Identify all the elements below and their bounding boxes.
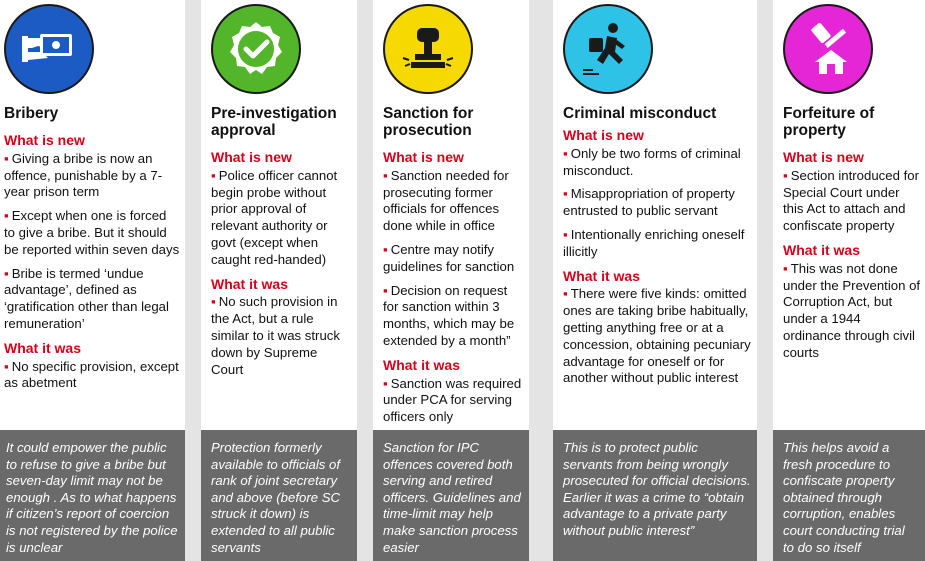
list-item: ▪ Giving a bribe is now an offence, punishable by a 7-year prison term — [4, 150, 163, 200]
list-item: ▪ No specific provision, except as abetment — [4, 358, 179, 391]
section-heading-was: What it was — [4, 339, 82, 356]
checkmark-badge-icon — [211, 4, 301, 94]
list-item: ▪ Section introduced for Special Court under this Act to attach and confiscate property — [783, 167, 919, 234]
column-body — [4, 132, 181, 399]
column-note: Protection formerly available to officials of rank of joint secretary and above (before SC struck it down) is extended to all public servants — [201, 430, 357, 561]
section-heading-new: What is new — [4, 132, 85, 148]
section-heading-new: What is new — [211, 149, 292, 165]
list-item: ▪ Sanction was required under PCA for serving officers only — [383, 375, 522, 425]
column-note: This is to protect public servants from being wrongly prosecuted for official decisions. Earlier it was a crime to “obtain advantage to a private party without public interest” — [553, 430, 757, 561]
list-item: ▪ Centre may notify guidelines for sanction — [383, 241, 515, 274]
column-title: Criminal misconduct — [563, 105, 717, 122]
bribe-hand-money-icon — [4, 4, 94, 94]
section-heading-was: What it was — [783, 241, 861, 258]
column-title: Sanction for prosecution — [383, 105, 474, 139]
column-title: Forfeiture of property — [783, 105, 875, 139]
column-bribery — [0, 0, 185, 561]
column-forfeiture-of-property — [773, 0, 925, 561]
section-heading-new: What is new — [783, 149, 864, 165]
column-sanction-for-prosecution — [373, 0, 529, 561]
column-note: Sanction for IPC offences covered both serving and retired officers. Guidelines and time-limit may help make sanction process easier — [373, 430, 529, 561]
column-criminal-misconduct — [553, 0, 757, 561]
list-item: ▪ Only be two forms of criminal misconduct. — [563, 145, 741, 178]
list-item: ▪ There were five kinds: omitted ones are taking bribe habitually, getting anything free or at a concession, obtaining pecuniary advantage for oneself or for another without public interest — [563, 286, 751, 386]
column-note: It could empower the public to refuse to give a bribe but seven-day limit may not be enough . As to what happens if citizen’s report of coercion is not registered by the police is unclear — [0, 430, 185, 561]
section-heading-new: What is new — [383, 149, 464, 165]
column-title: Bribery — [4, 105, 59, 122]
gavel-house-icon — [783, 4, 873, 94]
column-body — [563, 127, 753, 394]
section-heading-was: What it was — [383, 356, 461, 373]
list-item: ▪ Except when one is forced to give a bribe. But it should be reported within seven days — [4, 208, 180, 257]
list-item: ▪ Decision on request for sanction within 3 months, which may be extended by a month” — [383, 282, 515, 348]
column-note: This helps avoid a fresh procedure to confiscate property obtained through corruption, enables court conducting trial to do so itself — [773, 430, 925, 561]
rubber-stamp-icon — [383, 4, 473, 94]
column-pre-investigation-approval — [201, 0, 357, 561]
list-item: ▪ Bribe is termed ‘undue advantage’, defined as ‘gratification other than legal remuneration’ — [4, 265, 169, 331]
section-heading-was: What it was — [211, 275, 289, 292]
list-item: ▪ Intentionally enriching oneself illicitly — [563, 226, 745, 259]
list-item: ▪ Sanction needed for prosecuting former officials for offences done while in office — [383, 167, 509, 234]
column-body — [383, 149, 525, 433]
running-thief-icon — [563, 4, 653, 94]
section-heading-was: What it was — [563, 267, 641, 284]
column-body — [211, 149, 353, 385]
list-item: ▪ Police officer cannot begin probe without prior approval of relevant authority or govt (except when caught red-handed) — [211, 167, 338, 267]
section-heading-new: What is new — [563, 127, 644, 143]
column-title: Pre-investigation approval — [211, 105, 337, 139]
column-body — [783, 149, 921, 369]
list-item: ▪ No such provision in the Act, but a rule similar to it was struck down by Supreme Court — [211, 294, 340, 377]
list-item: ▪ Misappropriation of property entrusted to public servant — [563, 186, 735, 219]
list-item: ▪ This was not done under the Prevention of Corruption Act, but under a 1944 ordinance through civil courts — [783, 260, 921, 360]
